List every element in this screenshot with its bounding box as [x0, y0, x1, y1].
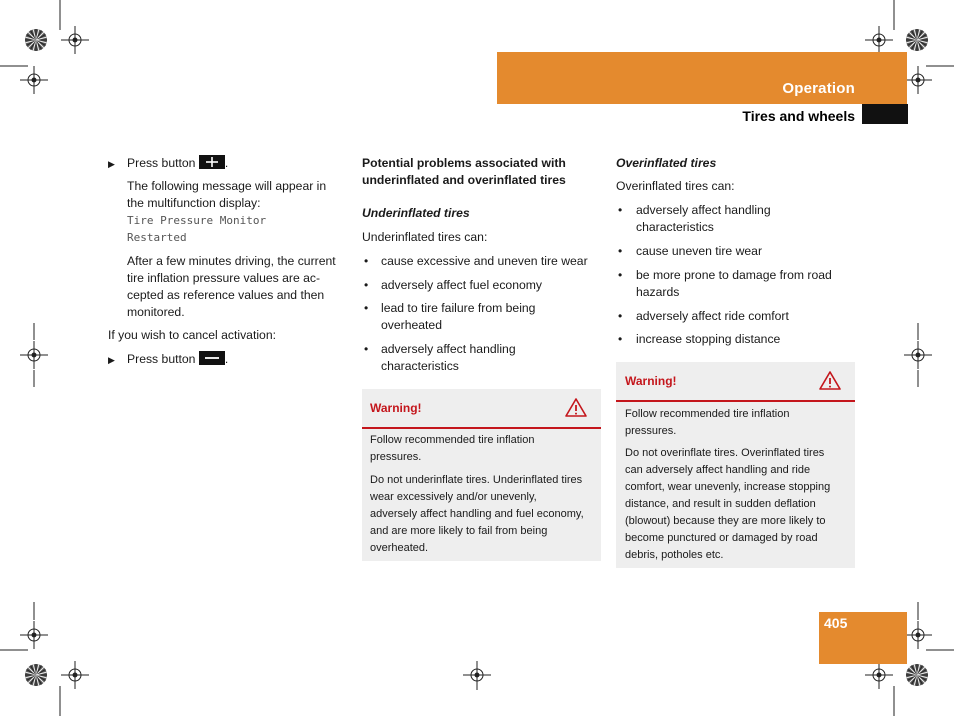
bullet-icon: •: [364, 254, 369, 268]
subheading-underinflated: Underinflated tires: [362, 206, 470, 220]
crosshair-mark: [61, 661, 89, 689]
crosshair-mark: [865, 661, 893, 689]
star-target-mark: [906, 29, 928, 51]
warning-divider: [362, 427, 601, 429]
header-tab-block: [862, 104, 908, 124]
list-item: adversely affect handling characteristics: [636, 203, 771, 234]
bullet-icon: •: [618, 203, 623, 217]
bullet-icon: •: [364, 342, 369, 356]
list-item: adversely affect fuel economy: [381, 278, 543, 292]
warning-triangle-icon: [818, 370, 842, 391]
arrow-icon: ▶: [108, 159, 115, 169]
crosshair-mark: [904, 621, 932, 649]
list-item: adversely affect handling characteristics: [381, 342, 516, 373]
warning-text: Follow recommended tire inflation pressures.: [625, 408, 790, 437]
bullet-icon: •: [364, 301, 369, 315]
bullet-icon: •: [618, 332, 623, 346]
warning-text: Follow recommended tire inflation pressures.: [370, 434, 535, 463]
crosshair-mark: [904, 341, 932, 369]
step-2: [108, 351, 115, 369]
crosshair-mark: [865, 26, 893, 54]
bullet-icon: •: [618, 244, 623, 258]
crosshair-mark: [904, 66, 932, 94]
list-item: be more prone to damage from road hazards: [636, 268, 832, 299]
minus-button-icon: [199, 351, 225, 365]
list-item: cause uneven tire wear: [636, 244, 763, 258]
list-item: lead to tire failure from being overheated: [381, 301, 536, 332]
star-target-mark: [906, 664, 928, 686]
list-item: adversely affect ride comfort: [636, 309, 789, 323]
step-1-text: Press button .: [127, 156, 229, 170]
bullet-icon: •: [364, 278, 369, 292]
section-title: Operation: [782, 80, 855, 97]
warning-triangle-icon: [564, 397, 588, 418]
crosshair-mark: [20, 621, 48, 649]
star-target-mark: [25, 29, 47, 51]
step-1: [108, 155, 115, 173]
subheading-overinflated: Overinflated tires: [616, 156, 717, 170]
star-target-mark: [25, 664, 47, 686]
section-heading: Potential problems associated with underinflated and overinflated tires: [362, 156, 566, 187]
plus-button-icon: [199, 155, 225, 169]
cancel-paragraph: If you wish to cancel activation:: [108, 328, 277, 342]
warning-title: Warning!: [370, 401, 422, 415]
bullet-icon: •: [618, 268, 623, 282]
subsection-title: Tires and wheels: [742, 108, 855, 124]
crosshair-mark: [20, 66, 48, 94]
display-text: Restarted: [127, 231, 187, 244]
crosshair-mark: [20, 341, 48, 369]
arrow-icon: ▶: [108, 355, 115, 365]
bullet-icon: •: [618, 309, 623, 323]
warning-text: Do not overinflate tires. Overinflated tires can adversely affect handling and ride comfort, wear unevenly, increase stopping distance, and result in sudden deflation (blowout) because they are more likely to become punctured or damaged by road debris, potholes etc.: [625, 447, 831, 561]
step-2-text: Press button .: [127, 352, 229, 366]
list-item: cause excessive and uneven tire wear: [381, 254, 588, 268]
warning-title: Warning!: [625, 374, 677, 388]
page-number: 405: [824, 615, 848, 631]
message-info: The following message will appear in the multifunction display: Tire Pressure Monitor Restarted: [127, 179, 327, 244]
display-text: Tire Pressure Monitor: [127, 214, 267, 227]
warning-divider: [616, 400, 855, 402]
after-driving-paragraph: After a few minutes driving, the current tire inflation pressure values are ac- cepted as reference values and then monitored.: [127, 254, 336, 319]
list-item: increase stopping distance: [636, 332, 781, 346]
crosshair-mark: [61, 26, 89, 54]
overinflated-intro: Overinflated tires can:: [616, 179, 735, 193]
underinflated-intro: Underinflated tires can:: [362, 230, 488, 244]
warning-text: Do not underinflate tires. Underinflated tires wear excessively and/or unevenly, adversely affect handling and fuel economy, and are more likely to fail from being overheated.: [370, 474, 584, 554]
